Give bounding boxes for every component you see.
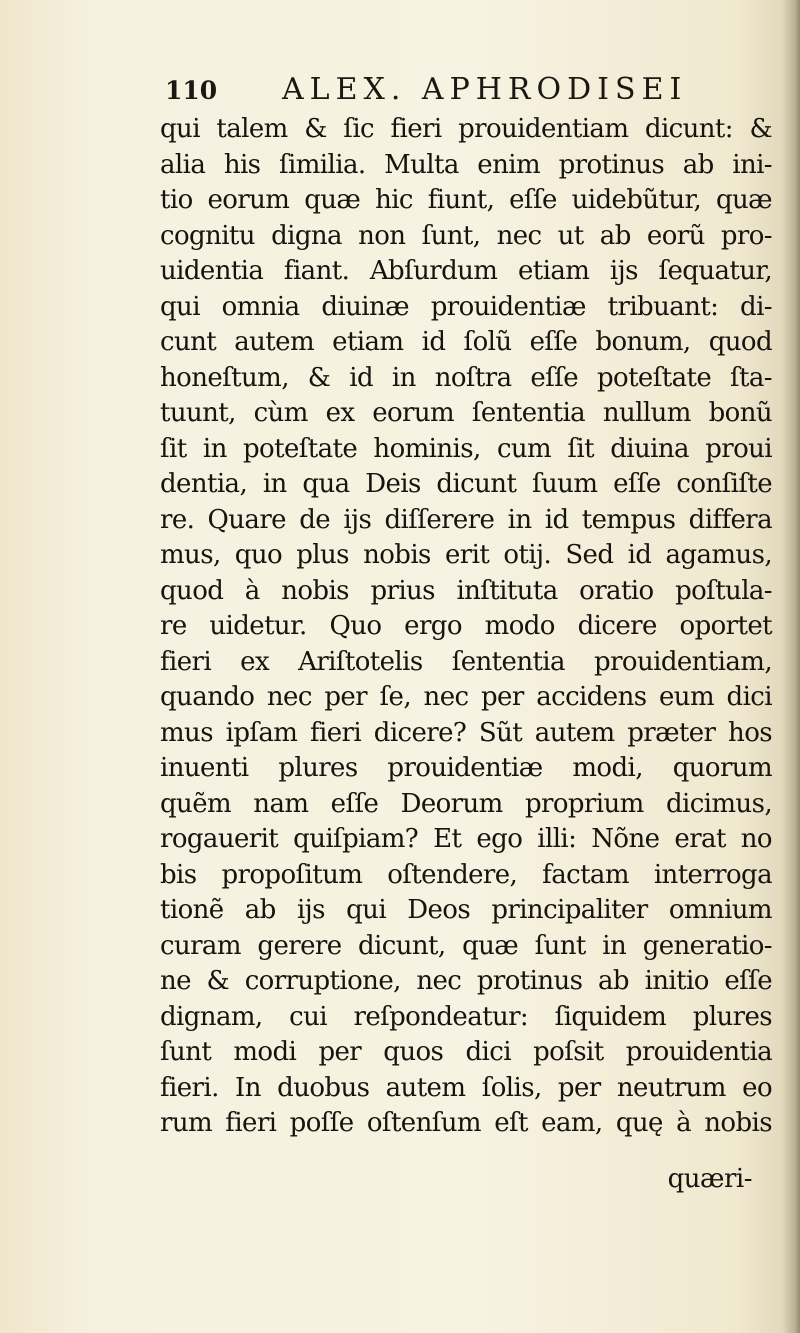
text-line: inuenti plures prouidentiæ modi, quorum [160,753,772,783]
catchword: quæri- [667,1164,752,1194]
text-line: mus, quo plus nobis erit otij. Sed id agamus, [160,540,772,570]
text-line: quando nec per ſe, nec per accidens eum dici [160,682,772,712]
text-line: dentia, in qua Deis dicunt ſuum eſſe conſiſte [160,469,772,499]
running-title: ALEX. APHRODISEI [282,72,688,107]
text-line: ſunt modi per quos dici poſsit prouidentia [160,1037,772,1067]
text-line: ne & corruptione, nec protinus ab initio eſſe [160,966,772,996]
catchword-row [160,1164,772,1200]
text-line: re. Quare de ijs diſſerere in id tempus differa [160,504,772,535]
text-line: re uidetur. Quo ergo modo dicere oportet [160,611,772,641]
text-line: uidentia fiant. Abſurdum etiam ijs ſequatur, [160,256,772,286]
text-line: honeſtum, & id in noſtra eſſe poteſtate ſta- [160,362,772,393]
text-line: fieri. In duobus autem ſolis, per neutrum eo [160,1072,772,1103]
body-text [160,112,772,1142]
text-line: rogauerit quiſpiam? Et ego illi: Nõne erat no [160,824,772,854]
text-line: cognitu digna non ſunt, nec ut ab eorũ pro- [160,220,772,251]
text-line: tuunt, cùm ex eorum ſententia nullum bonũ [160,398,772,428]
text-line: bis propoſitum oſtendere, factam interroga [160,859,772,890]
text-line: quẽm nam eſſe Deorum proprium dicimus, [160,788,772,819]
text-line: curam gerere dicunt, quæ ſunt in generatio- [160,930,772,961]
text-line: qui talem & ſic fieri prouidentiam dicunt: & [160,114,772,144]
text-line: tio eorum quæ hic fiunt, eſſe uidebũtur, quæ [160,185,772,215]
text-line: rum fieri poſſe oſtenſum eſt eam, quę à nobis [160,1108,772,1138]
text-line: ſit in poteſtate hominis, cum ſit diuina proui [160,433,772,464]
text-line: fieri ex Ariſtotelis ſententia prouidentiam, [160,646,772,677]
text-line: dignam, cui reſpondeatur: ſiquidem plures [160,1001,772,1032]
text-line: qui omnia diuinæ prouidentiæ tribuant: di- [160,291,772,322]
text-line: quod à nobis prius inſtituta oratio poſtula- [160,575,772,606]
text-line: alia his ſimilia. Multa enim protinus ab ini- [160,149,772,180]
text-line: mus ipſam fieri dicere? Sũt autem præter hos [160,717,772,748]
page-edge-shadow [782,0,800,1333]
text-line: tionẽ ab ijs qui Deos principaliter omnium [160,895,772,925]
text-line: cunt autem etiam id ſolũ eſſe bonum, quod [160,327,772,357]
running-head [165,72,765,112]
page-number: 110 [165,76,218,105]
